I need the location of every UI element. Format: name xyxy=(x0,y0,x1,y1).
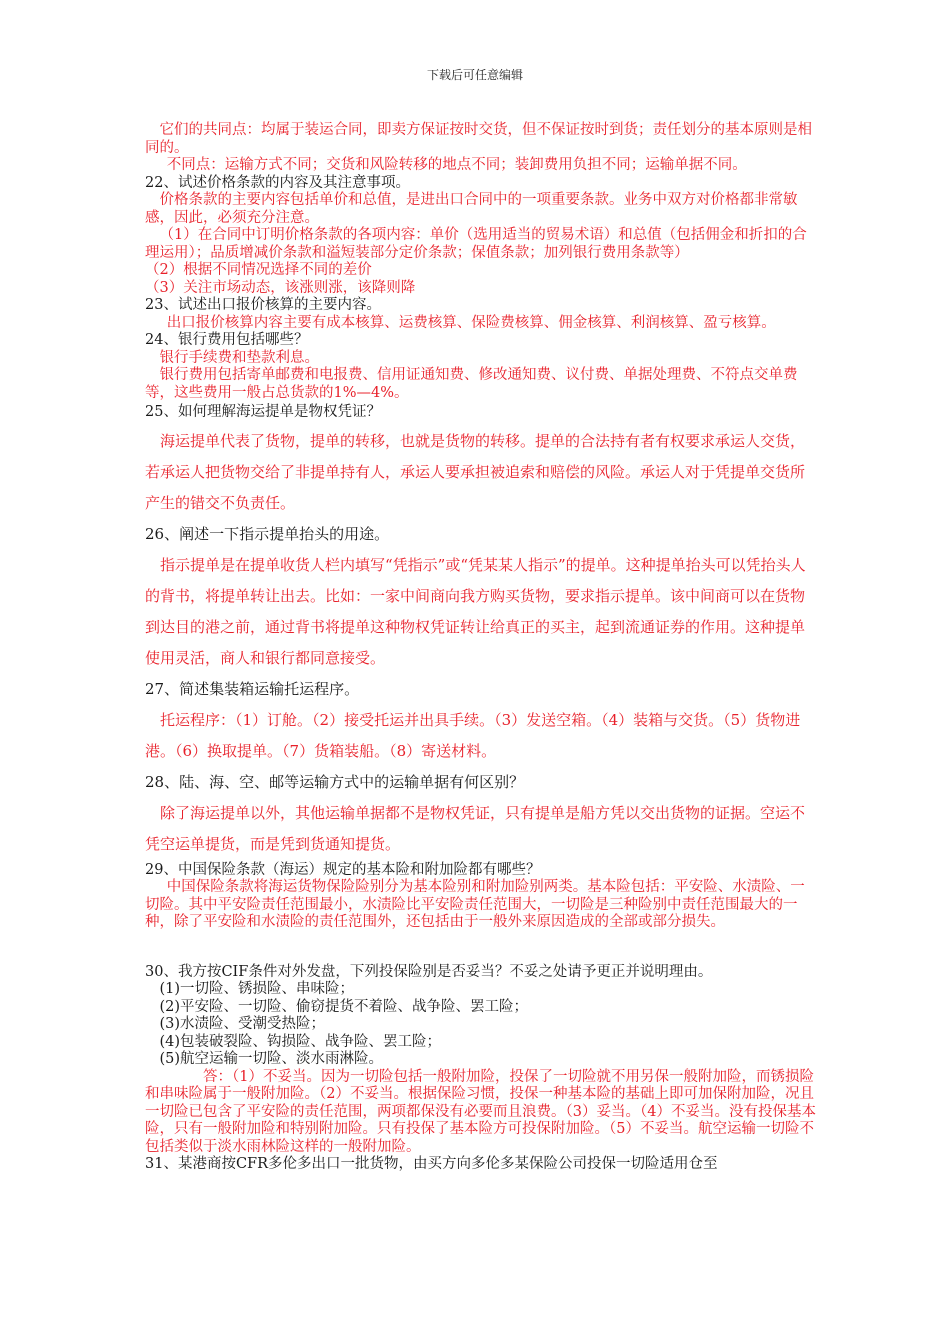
question-23: 23、试述出口报价核算的主要内容。 xyxy=(145,297,381,313)
question-31: 31、某港商按CFR多伦多出口一批货物，由买方向多伦多某保险公司投保一切险适用仓至 xyxy=(145,1156,718,1172)
answer-22-item-3: （3）关注市场动态，该涨则涨，该降则降 xyxy=(145,279,416,296)
question-30-option-1: (1)一切险、锈损险、串味险； xyxy=(159,981,355,997)
question-30-option-5: (5)航空运输一切险、淡水雨淋险。 xyxy=(159,1051,384,1067)
question-29: 29、中国保险条款（海运）规定的基本险和附加险都有哪些？ xyxy=(145,861,541,878)
question-22: 22、试述价格条款的内容及其注意事项。 xyxy=(145,174,410,191)
answer-28: 除了海运提单以外，其他运输单据都不是物权凭证，只有提单是船方凭以交出货物的证据。空运不凭空运单提货，而是凭到货通知提货。 xyxy=(145,803,806,853)
answer-22-intro: 价格条款的主要内容包括单价和总值，是进出口合同中的一项重要条款。业务中双方对价格都非常敏感，因此，必须充分注意。 xyxy=(145,192,798,226)
question-24: 24、银行费用包括哪些？ xyxy=(145,332,309,348)
page-header: 下载后可任意编辑 xyxy=(426,68,523,82)
question-26: 26、阐述一下指示提单抬头的用途。 xyxy=(145,524,390,543)
answer-30: 答：（1）不妥当。因为一切险包括一般附加险，投保了一切险就不用另保一般附加险，而锈损险和串味险属于一般附加险。（2）不妥当。根据保险习惯，投保一种基本险的基础上即可加保附加险，况且一切险已包含了平安险的责任范围，两项都保没有必要而且浪费。（3）妥当。（4）不妥当。没有投保基本险，只有一般附加险和特别附加险。只有投保了基本险方可投保附加险。（5）不妥当。航空运输一切险不包括类似于淡水雨林险这样的一般附加险。 xyxy=(145,1068,816,1155)
answer-22-item-2: （2）根据不同情况选择不同的差价 xyxy=(145,262,372,278)
answer-24-1: 银行手续费和垫款利息。 xyxy=(159,349,319,366)
question-28: 28、陆、海、空、邮等运输方式中的运输单据有何区别？ xyxy=(145,772,525,791)
question-30-option-4: (4)包装破裂险、钩损险、战争险、罢工险； xyxy=(159,1033,442,1050)
question-30-option-3: (3)水渍险、受潮受热险； xyxy=(159,1016,326,1032)
answer-differences: 不同点：运输方式不同；交货和风险转移的地点不同；装卸费用负担不同；运输单据不同。 xyxy=(166,157,747,173)
answer-common-points: 它们的共同点：均属于装运合同，即卖方保证按时交货，但不保证按时到货；责任划分的基本原则是相同的。 xyxy=(145,122,812,156)
answer-26: 指示提单是在提单收货人栏内填写“凭指示”或“凭某某人指示”的提单。这种提单抬头可以凭抬头人的背书，将提单转让出去。比如：一家中间商向我方购买货物，要求指示提单。该中间商可以在货物到达目的港之前，通过背书将提单这种物权凭证转让给真正的买主，起到流通证券的作用。这种提单使用灵活，商人和银行都同意接受。 xyxy=(145,555,806,667)
question-25: 25、如何理解海运提单是物权凭证？ xyxy=(145,404,381,420)
question-30-option-2: (2)平安险、一切险、偷窃提货不着险、战争险、罢工险； xyxy=(159,998,529,1015)
answer-25: 海运提单代表了货物，提单的转移，也就是货物的转移。提单的合法持有者有权要求承运人交货，若承运人把货物交给了非提单持有人，承运人要承担被追索和赔偿的风险。承运人对于凭提单交货所产生的错交不负责任。 xyxy=(145,431,806,512)
answer-24-2: 银行费用包括寄单邮费和电报费、信用证通知费、修改通知费、议付费、单据处理费、不符点交单费等，这些费用一般占总货款的1%—4%。 xyxy=(145,367,798,401)
document-body xyxy=(145,122,817,1174)
answer-23: 出口报价核算内容主要有成本核算、运费核算、保险费核算、佣金核算、利润核算、盈亏核算。 xyxy=(166,314,776,331)
answer-22-item-1: （1）在合同中订明价格条款的各项内容：单价（选用适当的贸易术语）和总值（包括佣金和折扣的合理运用）；品质增减价条款和溢短装部分定价条款；保值条款；加列银行费用条款等） xyxy=(145,227,807,261)
question-27: 27、简述集装箱运输托运程序。 xyxy=(145,679,360,698)
question-30: 30、我方按CIF条件对外发盘，下列投保险别是否妥当？不妥之处请予更正并说明理由。 xyxy=(145,963,713,980)
answer-27: 托运程序：（1）订舱。（2）接受托运并出具手续。（3）发送空箱。（4）装箱与交货。（5）货物进港。（6）换取提单。（7）货箱装船。（8）寄送材料。 xyxy=(145,710,801,760)
answer-29: 中国保险条款将海运货物保险险别分为基本险别和附加险别两类。基本险包括：平安险、水渍险、一切险。其中平安险责任范围最小，水渍险比平安险责任范围大，一切险是三种险别中责任范围最大的一种，除了平安险和水渍险的责任范围外，还包括由于一般外来原因造成的全部或部分损失。 xyxy=(145,879,805,930)
